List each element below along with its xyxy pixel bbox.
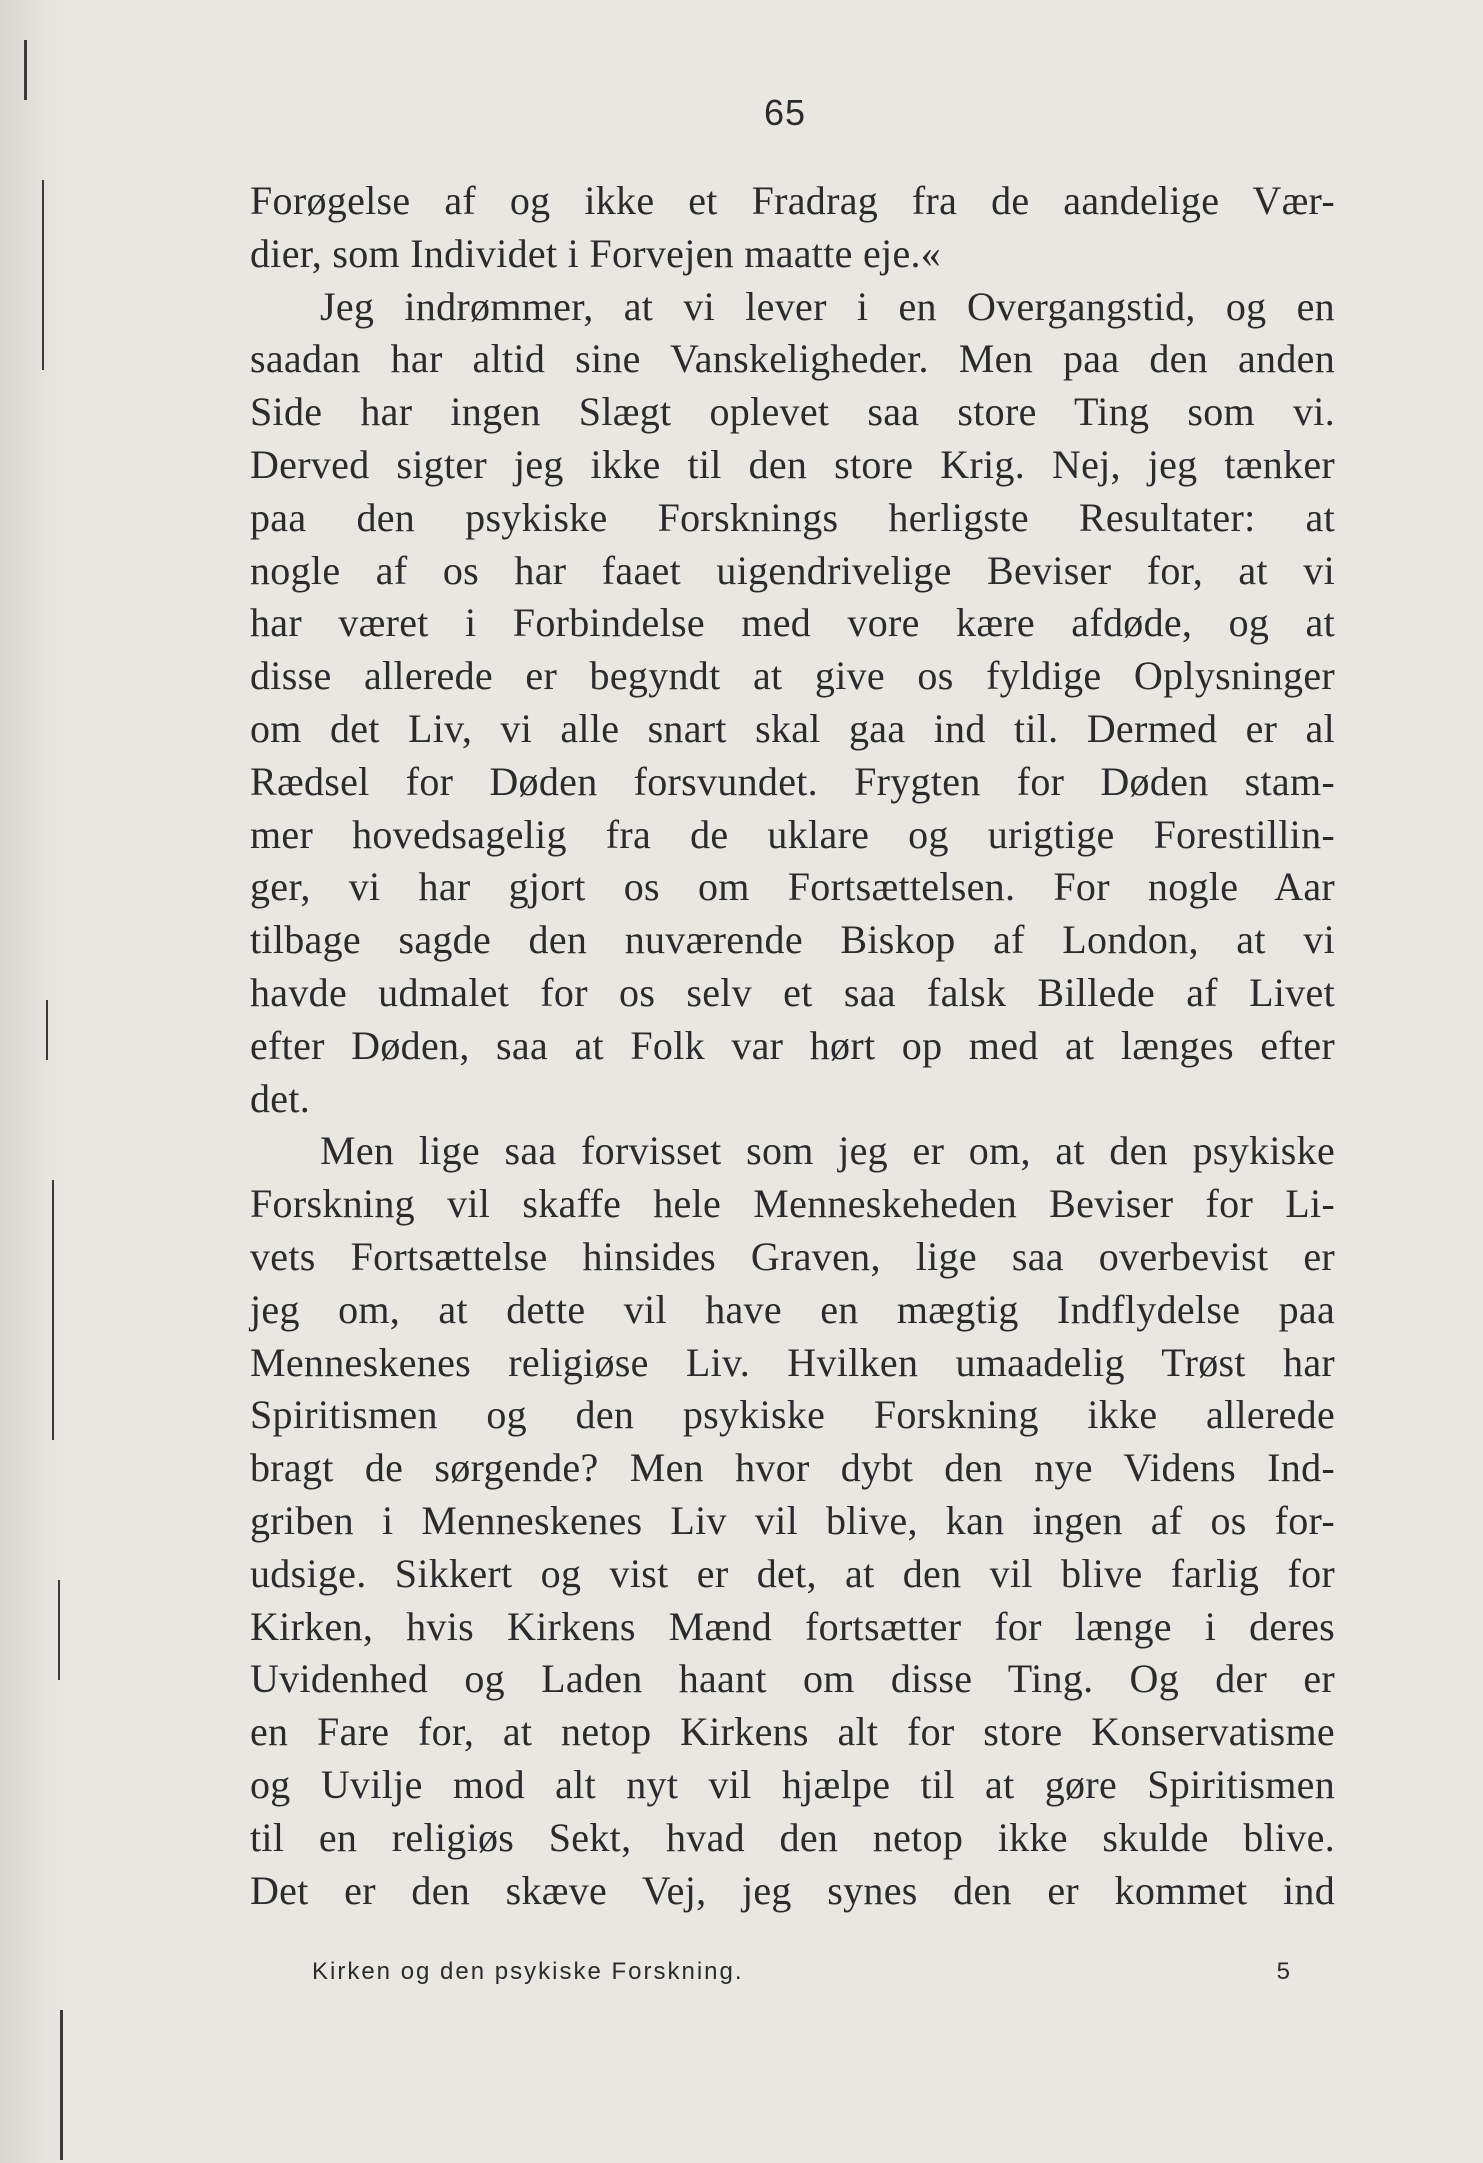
footer-signature-mark: 5 bbox=[1276, 1958, 1292, 1985]
text-line: nogle af os har faaet uigendrivelige Beviser for, at vi bbox=[250, 547, 1335, 593]
text-line: saadan har altid sine Vanskeligheder. Men paa den anden bbox=[250, 336, 1335, 382]
text-line: Jeg indrømmer, at vi lever i en Overgangstid, og en bbox=[320, 283, 1335, 329]
text-line: jeg om, at dette vil have en mægtig Indflydelse paa bbox=[250, 1286, 1335, 1332]
text-line: vets Fortsættelse hinsides Graven, lige saa overbevist er bbox=[250, 1233, 1335, 1279]
text-line: Uvidenhed og Laden haant om disse Ting. Og der er bbox=[250, 1656, 1335, 1702]
text-line: Forøgelse af og ikke et Fradrag fra de aandelige Vær- bbox=[250, 178, 1335, 223]
text-line: Det er den skæve Vej, jeg synes den er kommet ind bbox=[250, 1867, 1335, 1913]
page-number: 65 bbox=[763, 92, 807, 133]
text-line: Men lige saa forvisset som jeg er om, at den psykiske bbox=[320, 1128, 1335, 1174]
binding-mark bbox=[46, 1000, 48, 1060]
text-line: mer hovedsagelig fra de uklare og urigtige Forestillin- bbox=[250, 811, 1335, 857]
text-line: Spiritismen og den psykiske Forskning ikke allerede bbox=[250, 1392, 1335, 1438]
text-line: en Fare for, at netop Kirkens alt for store Konservatisme bbox=[250, 1709, 1335, 1755]
text-line: tilbage sagde den nuværende Biskop af London, at vi bbox=[250, 917, 1335, 963]
binding-mark bbox=[42, 180, 44, 370]
text-line: paa den psykiske Forsknings herligste Resultater: at bbox=[250, 494, 1335, 540]
text-line: havde udmalet for os selv et saa falsk Billede af Livet bbox=[250, 969, 1335, 1015]
body-text bbox=[250, 175, 1335, 1917]
text-line: griben i Menneskenes Liv vil blive, kan ingen af os for- bbox=[250, 1497, 1335, 1543]
text-line: bragt de sørgende? Men hvor dybt den nye Videns Ind- bbox=[250, 1445, 1335, 1491]
text-line: Rædsel for Døden forsvundet. Frygten for Døden stam- bbox=[250, 758, 1335, 804]
text-line: Forskning vil skaffe hele Menneskeheden Beviser for Li- bbox=[250, 1181, 1335, 1227]
text-line: og Uvilje mod alt nyt vil hjælpe til at gøre Spiritismen bbox=[250, 1761, 1335, 1807]
text-line: har været i Forbindelse med vore kære afdøde, og at bbox=[250, 600, 1335, 646]
binding-mark bbox=[24, 40, 27, 100]
binding-mark bbox=[52, 1180, 54, 1440]
text-line: efter Døden, saa at Folk var hørt op med at længes efter bbox=[250, 1022, 1335, 1068]
binding-mark bbox=[58, 1580, 60, 1680]
text-line: Kirken, hvis Kirkens Mænd fortsætter for længe i deres bbox=[250, 1603, 1335, 1649]
text-line: Side har ingen Slægt oplevet saa store Ting som vi. bbox=[250, 389, 1335, 435]
text-line: det. bbox=[250, 1075, 311, 1121]
text-line: udsige. Sikkert og vist er det, at den vil blive farlig for bbox=[250, 1550, 1335, 1596]
binding-edge bbox=[0, 0, 62, 2163]
text-line: ger, vi har gjort os om Fortsættelsen. For nogle Aar bbox=[250, 864, 1335, 910]
text-line: Menneskenes religiøse Liv. Hvilken umaadelig Trøst har bbox=[250, 1339, 1335, 1385]
text-line: om det Liv, vi alle snart skal gaa ind til. Dermed er al bbox=[250, 705, 1335, 751]
text-line: til en religiøs Sekt, hvad den netop ikke skulde blive. bbox=[250, 1814, 1335, 1860]
text-line: dier, som Individet i Forvejen maatte eje.« bbox=[250, 230, 942, 276]
footer-book-title: Kirken og den psykiske Forskning. bbox=[312, 1958, 744, 1985]
text-line: Derved sigter jeg ikke til den store Krig. Nej, jeg tænker bbox=[250, 441, 1335, 487]
binding-mark bbox=[60, 2010, 63, 2160]
text-line: disse allerede er begyndt at give os fyldige Oplysninger bbox=[250, 653, 1335, 699]
